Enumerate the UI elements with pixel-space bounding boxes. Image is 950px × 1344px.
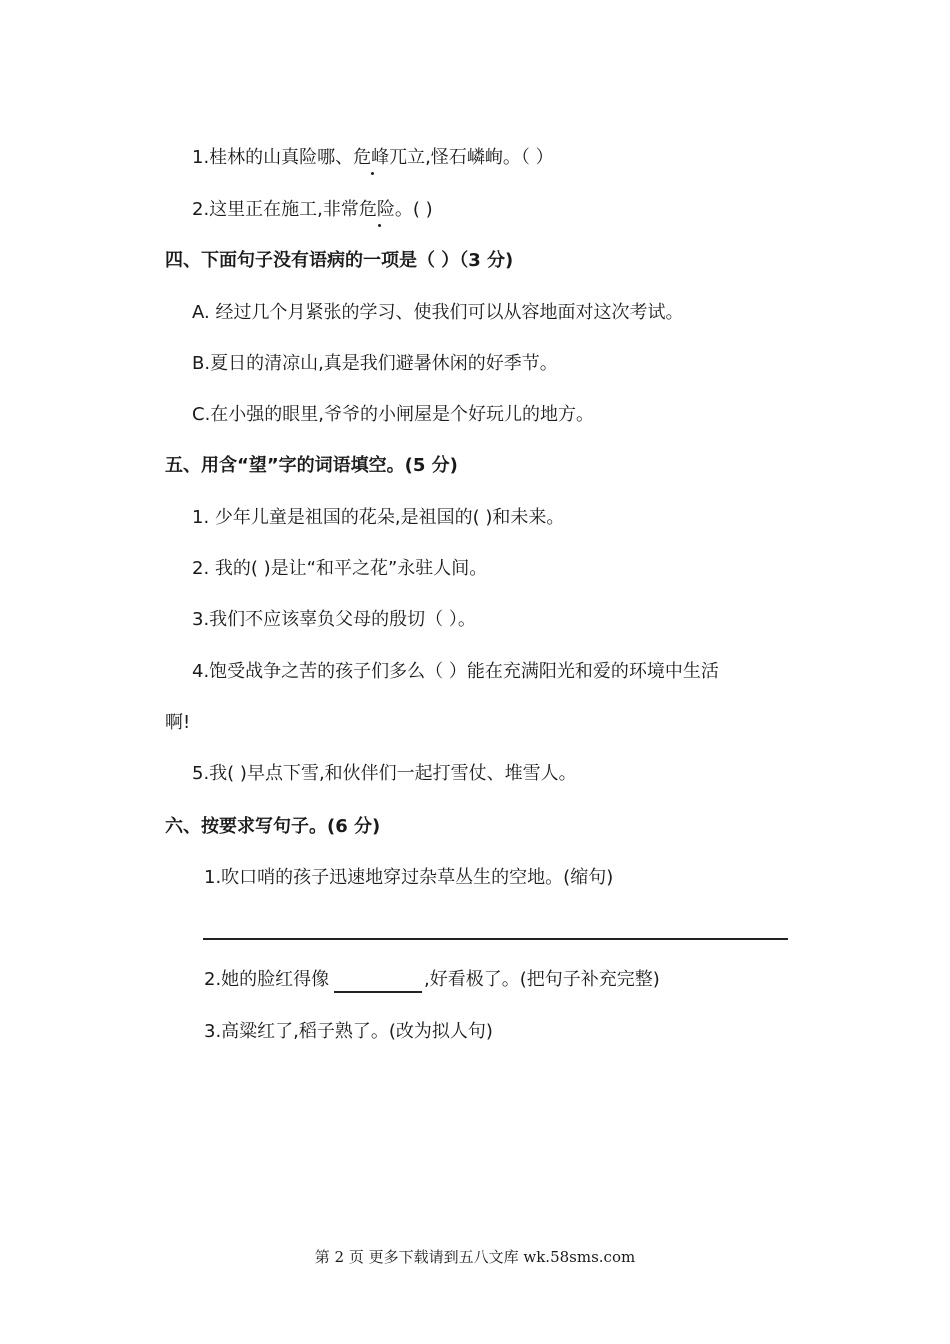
question-5-item-4: 4.饱受战争之苦的孩子们多么（ ）能在充满阳光和爱的环境中生活 [192,661,719,682]
section-6-heading: 六、按要求写句子。(6 分) [165,816,381,837]
fill-blank-line [334,991,422,993]
emphasis-dot [378,224,381,227]
option-c: C.在小强的眼里,爷爷的小闸屋是个好玩儿的地方。 [192,404,595,425]
question-5-item-2: 2. 我的( )是让“和平之花”永驻人间。 [192,558,488,579]
question-5-item-4-continued: 啊! [165,712,191,733]
page-footer: 第 2 页 更多下载请到五八文库 wk.58sms.com [314,1248,636,1266]
option-b: B.夏日的清凉山,真是我们避暑休闲的好季节。 [192,353,558,374]
question-6-item-2-end: ,好看极了。(把句子补充完整) [424,969,660,990]
question-5-item-5: 5.我( )早点下雪,和伙伴们一起打雪仗、堆雪人。 [192,763,577,784]
question-6-item-1: 1.吹口哨的孩子迅速地穿过杂草丛生的空地。(缩句) [204,867,614,888]
section-5-heading: 五、用含“望”字的词语填空。(5 分) [165,455,458,476]
question-3-item-1: 1.桂林的山真险哪、危峰兀立,怪石嶙峋。（ ） [192,147,554,168]
emphasis-dot [371,172,374,175]
question-5-item-1: 1. 少年儿童是祖国的花朵,是祖国的( )和未来。 [192,507,565,528]
question-3-item-2: 2.这里正在施工,非常危险。( ) [192,199,433,220]
section-4-heading: 四、下面句子没有语病的一项是（ ）（3 分) [165,250,514,271]
question-5-item-3: 3.我们不应该辜负父母的殷切（ ）。 [192,609,476,630]
answer-line [203,938,788,940]
question-6-item-3: 3.高粱红了,稻子熟了。(改为拟人句) [204,1021,493,1042]
question-6-item-2-start: 2.她的脸红得像 [204,969,330,990]
option-a: A. 经过几个月紧张的学习、使我们可以从容地面对这次考试。 [192,302,684,323]
